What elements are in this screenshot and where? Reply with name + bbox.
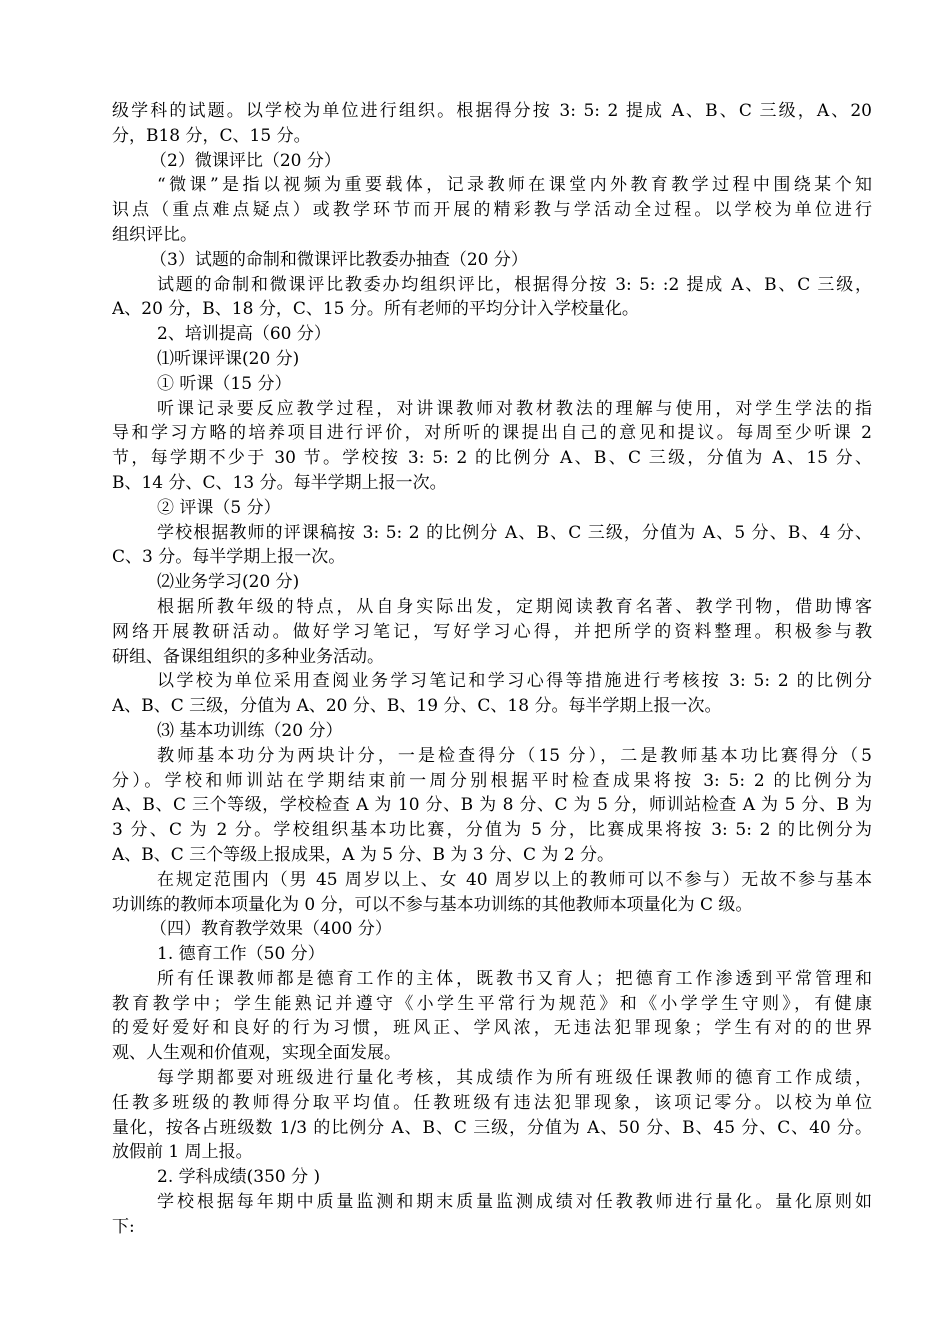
text-line: 功训练的教师本项量化为 0 分，可以不参与基本功训练的其他教师本项量化为 C 级。 <box>112 894 753 915</box>
text-line: 的爱好爱好和良好的行为习惯，班风正、学风浓，无违法犯罪现象；学生有对的的世界 <box>112 1018 872 1039</box>
text-line: 量化，按各占班级数 1/3 的比例分 A、B、C 三级，分值为 A、50 分、B、45 分、C、40 分。 <box>112 1117 872 1138</box>
paragraph-start: 学校根据每年期中质量监测和期末质量监测成绩对任教教师进行量化。量化原则如 <box>157 1192 872 1213</box>
paragraph-start: 以学校为单位采用查阅业务学习笔记和学习心得等措施进行考核按 3: 5: 2 的比例分 <box>157 671 872 692</box>
section-heading: （3）试题的命制和微课评比教委办抽查（20 分） <box>150 249 528 270</box>
paragraph-start: 每学期都要对班级进行量化考核，其成绩作为所有班级任课教师的德育工作成绩， <box>157 1068 872 1089</box>
text-line: 3 分、C 为 2 分。学校组织基本功比赛，分值为 5 分，比赛成果将按 3: 5: 2 的比例分为 <box>112 820 872 841</box>
section-heading: （2）微课评比（20 分） <box>150 150 341 171</box>
section-heading: ⑴听课评课(20 分) <box>157 348 300 369</box>
section-heading: 2、培训提高（60 分） <box>157 324 331 345</box>
text-line: 观、人生观和价值观，实现全面发展。 <box>112 1043 401 1064</box>
section-heading: （四）教育教学效果（400 分） <box>150 919 392 940</box>
text-line: 网络开展教研活动。做好学习笔记，写好学习心得，并把所学的资料整理。积极参与教 <box>112 621 872 642</box>
paragraph-start: 在规定范围内（男 45 周岁以上、女 40 周岁以上的教师可以不参与）无故不参与基本 <box>157 869 872 890</box>
text-line: 分）。学校和师训站在学期结束前一周分别根据平时检查成果将按 3: 5: 2 的比例分为 <box>112 770 872 791</box>
section-heading: ⑵业务学习(20 分) <box>157 572 300 593</box>
text-line: A、B、C 三个等级上报成果，A 为 5 分、B 为 3 分、C 为 2 分。 <box>112 844 615 865</box>
section-heading: ② 评课（5 分） <box>157 497 281 518</box>
paragraph-start: “微课”是指以视频为重要载体，记录教师在课堂内外教育教学过程中围绕某个知 <box>157 175 872 196</box>
text-line: 分，B18 分，C、15 分。 <box>112 125 311 146</box>
paragraph-start: 学校根据教师的评课稿按 3: 5: 2 的比例分 A、B、C 三级，分值为 A、5 分、B、4 分、 <box>157 522 872 543</box>
text-line: B、14 分、C、13 分。每半学期上报一次。 <box>112 472 447 493</box>
paragraph-start: 试题的命制和微课评比教委办均组织评比，根据得分按 3: 5: :2 提成 A、B、C 三级， <box>157 274 872 295</box>
text-line: 研组、备课组组织的多种业务活动。 <box>112 646 384 667</box>
text-line: A、20 分，B、18 分，C、15 分。所有老师的平均分计入学校量化。 <box>112 299 639 320</box>
paragraph-start: 所有任课教师都是德育工作的主体，既教书又育人；把德育工作渗透到平常管理和 <box>157 968 872 989</box>
text-line: 教育教学中；学生能熟记并遵守《小学生平常行为规范》和《小学学生守则》，有健康 <box>112 993 872 1014</box>
section-heading: ① 听课（15 分） <box>157 373 292 394</box>
section-heading: ⑶ 基本功训练（20 分） <box>157 720 343 741</box>
text-line: 下: <box>112 1216 135 1237</box>
paragraph-start: 教师基本功分为两块计分，一是检查得分（15 分），二是教师基本功比赛得分（5 <box>157 745 872 766</box>
text-line: 级学科的试题。以学校为单位进行组织。根据得分按 3: 5: 2 提成 A、B、C 三级，A、20 <box>112 101 872 121</box>
text-line: 节，每学期不少于 30 节。学校按 3: 5: 2 的比例分 A、B、C 三级，分值为 A、15 分、 <box>112 448 872 469</box>
paragraph-start: 根据所教年级的特点，从自身实际出发，定期阅读教育名著、教学刊物，借助博客 <box>157 596 872 617</box>
paragraph-start: 听课记录要反应教学过程，对讲课教师对教材教法的理解与使用，对学生学法的指 <box>157 398 872 419</box>
section-heading: 2. 学科成绩(350 分 ) <box>157 1167 321 1188</box>
text-line: 放假前 1 周上报。 <box>112 1142 253 1163</box>
text-line: A、B、C 三级，分值为 A、20 分、B、19 分、C、18 分。每半学期上报一次。 <box>112 696 722 717</box>
text-line: 组织评比。 <box>112 224 197 245</box>
text-line: 任教多班级的教师得分取平均值。任教班级有违法犯罪现象，该项记零分。以校为单位 <box>112 1092 872 1113</box>
section-heading: 1. 德育工作（50 分） <box>157 944 325 965</box>
text-line: 导和学习方略的培养项目进行评价，对所听的课提出自己的意见和提议。每周至少听课 2 <box>112 423 872 444</box>
text-line: 识点（重点难点疑点）或教学环节而开展的精彩教与学活动全过程。以学校为单位进行 <box>112 200 872 221</box>
text-line: A、B、C 三个等级，学校检查 A 为 10 分、B 为 8 分、C 为 5 分，师训站检查 A 为 5 分、B 为 <box>112 795 872 816</box>
text-line: C、3 分。每半学期上报一次。 <box>112 547 346 568</box>
